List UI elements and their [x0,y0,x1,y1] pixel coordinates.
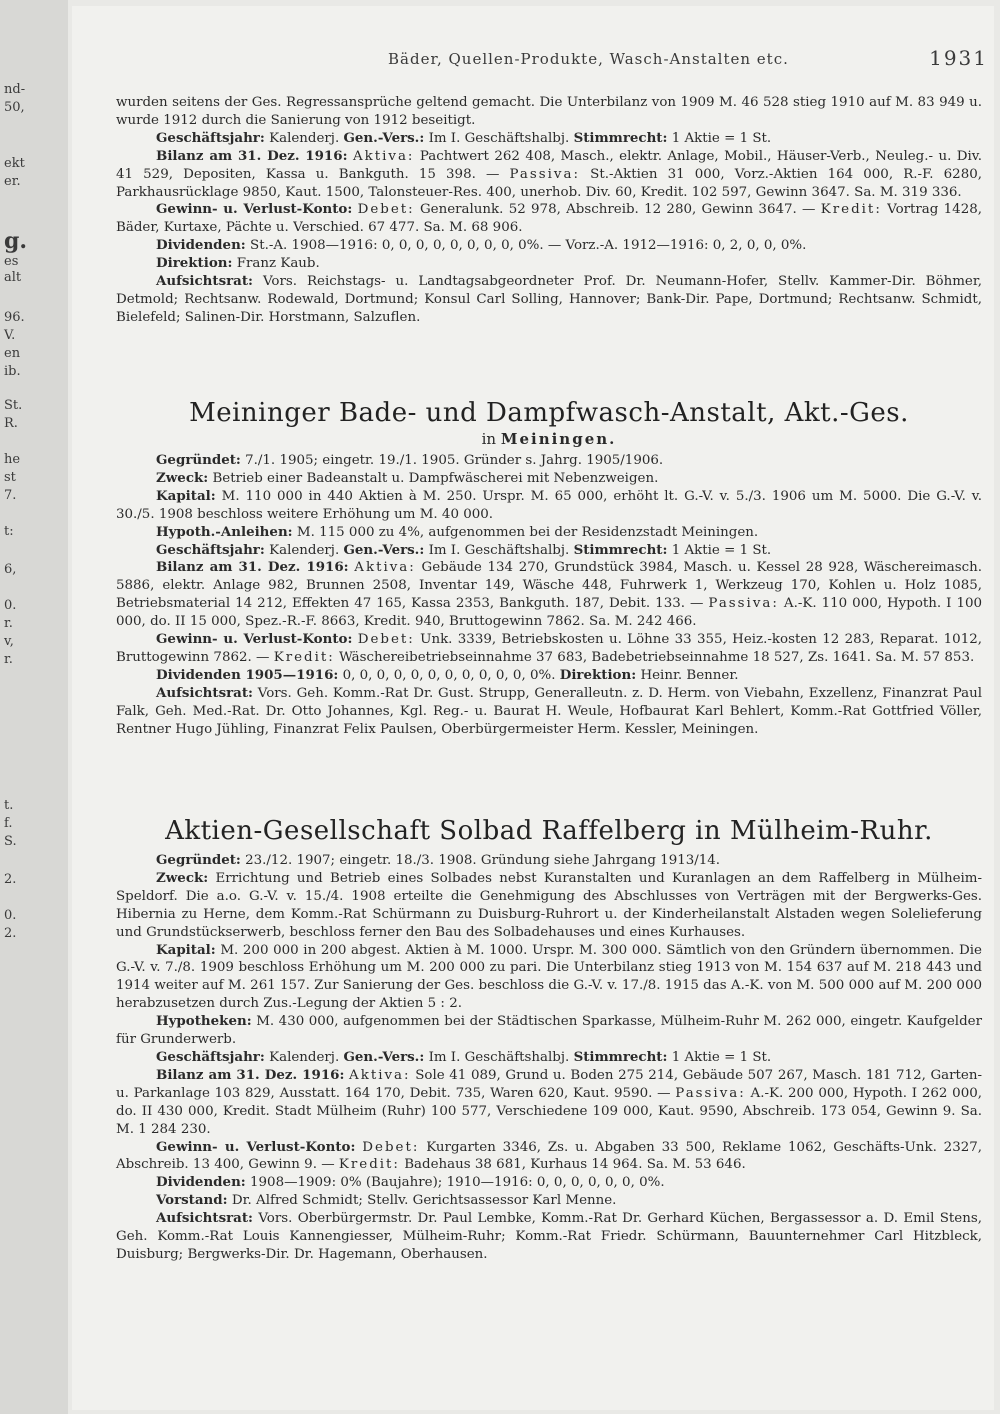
running-header [388,46,988,70]
gutter-fragment: st [4,470,16,485]
field-value: Im I. Geschäftshalbj. [428,542,570,558]
board-paragraph [116,273,982,327]
gutter-fragment: 0. [4,598,17,613]
board-of-management-paragraph [116,1192,982,1210]
location-prefix: in [481,430,497,448]
field-value: 1 Aktie = 1 St. [671,542,772,558]
field-label: Bilanz am 31. Dez. 1916: [156,559,349,576]
field-value: M. 200 000 in 200 abgest. Aktien à M. 1000. Urspr. M. 300 000. Sämtlich von den Gründern übernommen. Die G.-V. v. 7./8. 1909 beschloss Erhöhung um M. 200 000 zu pari. Die Unterbilanz stieg 1913 von M. 154 637 auf M. 218 443 und 1914 weiter auf M. 261 157. Zur Sanierung der Ges. beschloss die G.-V. v. 17./8. 1915 das A.-K. von M. 500 000 auf M. 200 000 herabzusetzen durch Zus.-Legung der Aktien 5 : 2. [116,942,982,1012]
company-title: Meininger Bade- und Dampfwasch-Anstalt, Akt.-Ges. [189,398,909,428]
field-value: St.-A. 1908—1916: 0, 0, 0, 0, 0, 0, 0, 0, 0%. — Vorz.-A. 1912—1916: 0, 2, 0, 0, 0%. [250,238,807,254]
field-label: Gen.-Vers.: [343,129,425,146]
company-entry [116,852,982,1264]
gutter-fragment: g. [4,228,28,254]
field-value: Im I. Geschäftshalbj. [428,130,570,146]
field-label: Geschäftsjahr: [156,1048,265,1065]
mortgage-paragraph [116,1013,982,1049]
field-value: Im I. Geschäftshalbj. [428,1049,570,1065]
gutter-fragment: R. [4,416,18,431]
capital-paragraph [116,488,982,524]
gutter-fragment: ib. [4,364,21,379]
aktiva-label: Aktiva: [354,560,416,576]
passiva-text: A.-K. 200 000, Hypoth. I 262 000, do. II 430 000, Kredit. Stadt Mülheim (Ruhr) 100 577, Verschiedene 109 000, Kaut. 9590, Abschreib. 173 054, Gewinn 9. Sa. M. 1 284 230. [116,1085,982,1137]
aktiva-label: Aktiva: [349,1067,411,1083]
gutter-fragment: 2. [4,872,17,887]
meta-paragraph [116,1049,982,1067]
debet-text: Generalunk. 52 978, Abschreib. 12 280, Gewinn 3647. — [419,202,816,218]
field-label: Aufsichtsrat: [156,684,253,701]
gutter-fragment: t: [4,524,14,539]
capital-paragraph [116,942,982,1014]
company-title: Aktien-Gesellschaft Solbad Raffelberg in Mülheim-Ruhr. [165,816,933,846]
entry-continuation [116,94,982,327]
debet-label: Debet: [362,1139,420,1155]
field-value: Kalenderj. [269,542,340,558]
company-location [116,430,982,448]
founded-paragraph [116,452,982,470]
gutter-fragment: f. [4,816,13,831]
balance-paragraph [116,559,982,631]
field-value: M. 110 000 in 440 Aktien à M. 250. Urspr. M. 65 000, erhöht lt. G.-V. v. 5./3. 1906 um M. 5000. Die G.-V. v. 30./5. 1908 beschloss weitere Erhöhung um M. 40 000. [116,488,982,522]
kredit-text: Wäschereibetriebseinnahme 37 683, Badebetriebseinnahme 18 527, Zs. 1641. Sa. M. 57 853. [339,649,975,665]
passiva-label: Passiva: [708,596,779,612]
gutter-fragment: es [4,254,19,269]
field-value: Vors. Reichstags- u. Landtagsabgeordneter Prof. Dr. Neumann-Hofer, Stellv. Kammer-Dir. Böhmer, Detmold; Rechtsanw. Rodewald, Dortmund; Konsul Carl Solling, Hannover; Bank-Dir. Pape, Dortmund; Rechtsanw. Schmidt, Bielefeld; Salinen-Dir. Horstmann, Salzuflen. [116,274,982,325]
kredit-text: Badehaus 38 681, Kurhaus 14 964. Sa. M. 53 646. [404,1157,746,1173]
field-value: Franz Kaub. [236,256,320,272]
gutter-fragment: nd- [4,82,26,97]
field-label: Stimmrecht: [573,1048,668,1065]
gutter-fragment: 96. [4,310,25,325]
field-value: Heinr. Benner. [640,667,739,683]
field-label: Aufsichtsrat: [156,1210,253,1227]
field-label: Stimmrecht: [573,129,668,146]
field-label: Bilanz am 31. Dez. 1916: [156,1066,345,1083]
gutter-fragment: r. [4,652,13,667]
field-label: Zweck: [156,869,209,886]
gutter-fragment: en [4,346,21,361]
field-label: Hypoth.-Anleihen: [156,523,293,540]
debet-text: Kurgarten 3346, Zs. u. Abgaben 33 500, Reklame 1062, Geschäfts-Unk. 2327, Abschreib. 13 400, Gewinn 9. — [116,1139,983,1173]
debet-label: Debet: [357,202,415,218]
field-value: M. 430 000, aufgenommen bei der Städtischen Sparkasse, Mülheim-Ruhr M. 262 000, eingetr. Kaufgelder für Grunderwerb. [116,1014,982,1048]
field-value: 1908—1909: 0% (Baujahre); 1910—1916: 0, 0, 0, 0, 0, 0, 0%. [250,1175,665,1191]
field-label: Dividenden 1905—1916: [156,666,339,683]
passiva-text: St.-Aktien 31 000, Vorz.-Aktien 164 000, R.-F. 6280, Parkhausrücklage 9850, Kaut. 1500, Talonsteuer-Res. 400, unerhob. Div. 60, Kredit. 102 597, Gewinn 3647. Sa. M. 319 336. [116,166,982,200]
intro-paragraph: wurden seitens der Ges. Regressansprüche geltend gemacht. Die Unterbilanz von 1909 M. 46 528 stieg 1910 auf M. 83 949 u. wurde 1912 durch die Sanierung von 1912 beseitigt. [116,95,982,128]
passiva-text: A.-K. 110 000, Hypoth. I 100 000, do. II 15 000, Spez.-R.-F. 8663, Kredit. 940, Bruttogewinn 7862. Sa. M. 242 466. [116,596,982,630]
field-label: Gen.-Vers.: [343,541,425,558]
gutter-fragment: er. [4,174,21,189]
company-entry [116,452,982,739]
field-value: 7./1. 1905; eingetr. 19./1. 1905. Gründer s. Jahrg. 1905/1906. [245,453,664,468]
kredit-text: Vortrag 1428, Bäder, Kurtaxe, Pächte u. Verschied. 67 477. Sa. M. 68 906. [116,202,982,236]
meta-paragraph [116,542,982,560]
field-value: Kalenderj. [269,1049,340,1065]
field-label: Gewinn- u. Verlust-Konto: [156,631,353,648]
field-label: Direktion: [559,666,637,683]
field-value: Vors. Oberbürgermstr. Dr. Paul Lembke, Komm.-Rat Dr. Gerhard Küchen, Bergassessor a. D. Emil Stens, Geh. Komm.-Rat Louis Kannengiesser, Mülheim-Ruhr; Komm.-Rat Friedr. Schürmann, Bauunternehmer Carl Hitzbleck, Duisburg; Bergwerks-Dir. Dr. Hagemann, Oberhausen. [116,1211,982,1262]
debet-text: Unk. 3339, Betriebskosten u. Löhne 33 355, Heiz.-kosten 12 283, Reparat. 1012, Bruttogewinn 7862. — [116,632,982,665]
field-label: Hypotheken: [156,1013,252,1030]
dividends-paragraph [116,1174,982,1192]
field-label: Kapital: [156,487,216,504]
field-value: M. 115 000 zu 4%, aufgenommen bei der Residenzstadt Meiningen. [296,524,759,540]
aktiva-text: Sole 41 089, Grund u. Boden 275 214, Gebäude 507 267, Masch. 181 712, Garten- u. Parkanlage 103 829, Ausstatt. 164 170, Debit. 735, Waren 620, Kaut. 9590. — [116,1067,983,1101]
document-page [72,6,994,1410]
field-value: 0, 0, 0, 0, 0, 0, 0, 0, 0, 0, 0, 0%. [342,667,556,683]
field-label: Geschäftsjahr: [156,541,265,558]
gutter-fragment: 7. [4,488,17,503]
field-label: Stimmrecht: [573,541,668,558]
gutter-fragment: t. [4,798,14,813]
field-label: Gegründet: [156,852,241,868]
gutter-fragment: 6, [4,562,17,577]
field-value: 23./12. 1907; eingetr. 18./3. 1908. Gründung siehe Jahrgang 1913/14. [245,853,721,868]
purpose-paragraph [116,470,982,488]
purpose-paragraph [116,870,982,942]
balance-paragraph [116,148,982,202]
mortgage-paragraph [116,524,982,542]
field-value: Kalenderj. [269,130,340,146]
debet-label: Debet: [357,632,415,648]
direction-paragraph [116,255,982,273]
field-label: Gegründet: [156,452,241,468]
board-paragraph [116,685,982,739]
passiva-label: Passiva: [509,166,580,182]
board-paragraph [116,1210,982,1264]
field-label: Aufsichtsrat: [156,273,253,290]
field-label: Gewinn- u. Verlust-Konto: [156,1138,356,1155]
gutter-fragment: 2. [4,926,17,941]
location-city: Meiningen. [500,430,617,448]
field-label: Vorstand: [156,1192,228,1209]
running-title: Bäder, Quellen-Produkte, Wasch-Anstalten etc. [388,50,789,68]
gutter-fragment: he [4,452,21,467]
aktiva-text: Gebäude 134 270, Grundstück 3984, Masch. u. Kessel 28 928, Wäschereimasch. 5886, elektr. Anlage 982, Brunnen 2508, Inventar 149, Wäsche 448, Fuhrwerk 1, Werkzeug 170, Kohlen u. Holz 1085, Betriebsmaterial 14 212, Effekten 47 165, Kassa 2353, Bankguth. 187, Debit. 133. — [116,560,982,612]
field-label: Dividenden: [156,237,246,254]
adjacent-page-strip [0,0,68,1414]
profit-loss-paragraph [116,1139,982,1175]
meta-paragraph [116,130,982,148]
field-value: Vors. Geh. Komm.-Rat Dr. Gust. Strupp, Generalleutn. z. D. Herm. von Viebahn, Exzellenz, Finanzrat Paul Falk, Geh. Med.-Rat. Dr. Otto Johannes, Kgl. Reg.- u. Baurat H. Weule, Hofbaurat Karl Behlert, Komm.-Rat Gottfried Völler, Rentner Hugo Jühling, Finanzrat Felix Paulsen, Oberbürgermeister Herm. Kessler, Meiningen. [116,685,982,737]
gutter-fragment: S. [4,834,17,849]
field-value: 1 Aktie = 1 St. [671,130,772,146]
field-label: Dividenden: [156,1174,246,1191]
gutter-fragment: r. [4,616,13,631]
gutter-fragment: ekt [4,156,25,171]
field-label: Kapital: [156,941,216,958]
field-label: Gen.-Vers.: [343,1048,425,1065]
founded-paragraph [116,852,982,870]
gutter-fragment: 0. [4,908,17,923]
field-label: Gewinn- u. Verlust-Konto: [156,201,353,218]
balance-paragraph [116,1067,982,1139]
field-value: Errichtung und Betrieb eines Solbades nebst Kuranstalten und Kuranlagen an dem Raffelberg in Mülheim-Speldorf. Die a.o. G.-V. v. 15./4. 1908 erteilte die Genehmigung des Abschlusses von Verträgen mit der Bergwerks-Ges. Hibernia zu Herne, dem Komm.-Rat Schürmann zu Duisburg-Ruhrort u. der Kinderheilanstalt Alstaden wegen Solelieferung und Grundstückserwerb, beschloss ferner den Bau des Solbadehauses und eines Kurhauses. [116,870,983,940]
kredit-label: Kredit: [820,202,882,218]
gutter-fragment: v, [4,634,14,649]
aktiva-text: Pachtwert 262 408, Masch., elektr. Anlage, Mobil., Häuser-Verb., Neuleg.- u. Div. 41 529, Depositen, Kassa u. Bankguth. 15 398. — [116,148,982,182]
profit-loss-paragraph [116,201,982,237]
dividends-paragraph [116,667,982,685]
page-number: 1931 [929,46,988,70]
kredit-label: Kredit: [338,1157,400,1173]
field-value: 1 Aktie = 1 St. [671,1049,772,1065]
profit-loss-paragraph [116,631,982,667]
field-label: Geschäftsjahr: [156,129,265,146]
dividends-paragraph [116,237,982,255]
field-value: Betrieb einer Badeanstalt u. Dampfwäscherei mit Nebenzweigen. [212,470,659,486]
passiva-label: Passiva: [675,1085,746,1101]
aktiva-label: Aktiva: [352,148,415,164]
field-label: Zweck: [156,469,209,486]
gutter-fragment: 50, [4,100,25,115]
field-value: Dr. Alfred Schmidt; Stellv. Gerichtsassessor Karl Menne. [231,1193,617,1209]
field-label: Direktion: [156,255,233,272]
gutter-fragment: V. [4,328,16,343]
gutter-fragment: St. [4,398,23,413]
gutter-fragment: alt [4,270,22,285]
kredit-label: Kredit: [273,649,335,665]
field-label: Bilanz am 31. Dez. 1916: [156,147,348,164]
